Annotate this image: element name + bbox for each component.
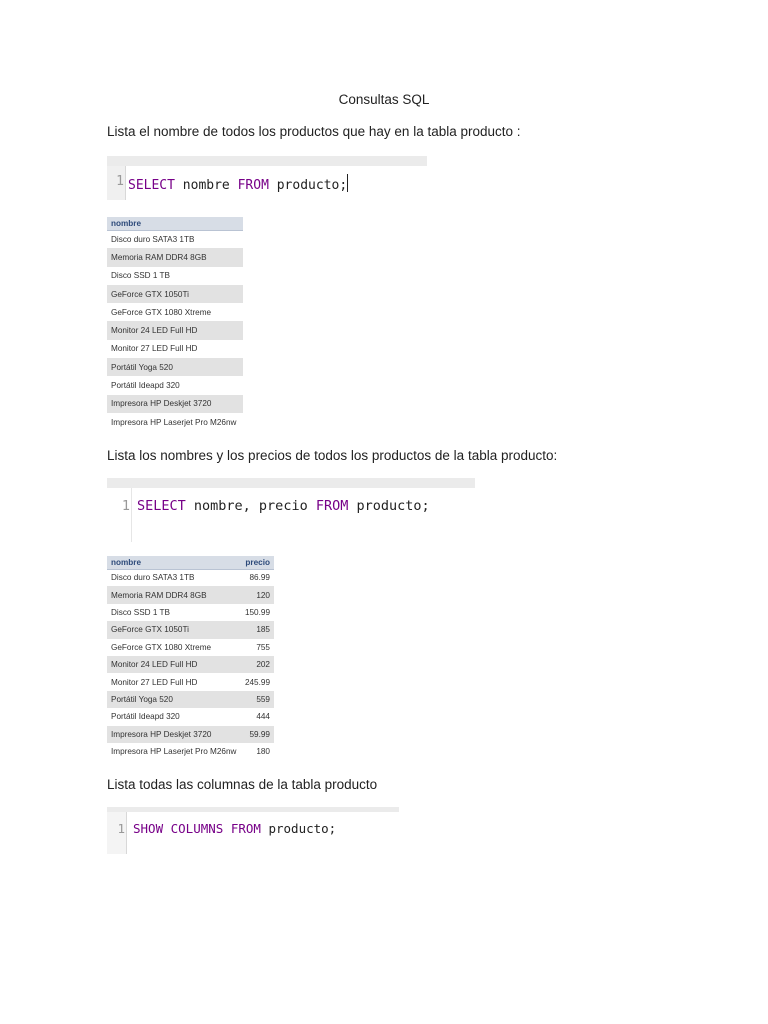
section-3-heading: Lista todas las columnas de la tabla producto: [107, 777, 378, 792]
sql-text: producto;: [268, 178, 348, 193]
sql-text: producto;: [348, 498, 430, 514]
code-block-1-gutter: [107, 166, 126, 200]
table-row: [107, 230, 243, 248]
text-cursor: [347, 174, 348, 192]
table-cell: 444: [241, 708, 274, 725]
table-row: [107, 621, 274, 638]
table-cell: GeForce GTX 1050Ti: [107, 285, 243, 303]
code-block-2-gutter: [107, 488, 132, 542]
code-block-1-toolbar: [107, 156, 427, 166]
sql-keyword: FROM: [230, 821, 261, 836]
table-cell: Monitor 24 LED Full HD: [107, 321, 243, 339]
sql-keyword: SHOW COLUMNS: [133, 821, 224, 836]
table-row: [107, 569, 274, 586]
table-cell: 245.99: [241, 673, 274, 690]
table-row: [107, 340, 243, 358]
table-cell: Portátil Yoga 520: [107, 691, 241, 708]
column-header[interactable]: precio: [241, 556, 274, 569]
table-cell: 202: [241, 656, 274, 673]
table-cell: Portátil Yoga 520: [107, 358, 243, 376]
code-block-2[interactable]: [107, 478, 475, 542]
code-block-1[interactable]: [107, 156, 427, 200]
table-cell: 185: [241, 621, 274, 638]
table-cell: Disco duro SATA3 1TB: [107, 569, 241, 586]
sql-keyword: SELECT: [128, 178, 175, 193]
table-cell: Monitor 27 LED Full HD: [107, 340, 243, 358]
table-row: [107, 691, 274, 708]
table-cell: Impresora HP Laserjet Pro M26nw: [107, 743, 241, 760]
sql-text: nombre: [174, 178, 238, 193]
table-row: [107, 358, 243, 376]
table-row: [107, 248, 243, 266]
table-cell: Disco SSD 1 TB: [107, 267, 243, 285]
result-table-1: [107, 217, 243, 431]
sql-text: producto;: [260, 821, 337, 836]
table-cell: Monitor 24 LED Full HD: [107, 656, 241, 673]
table-row: [107, 413, 243, 431]
table-cell: GeForce GTX 1080 Xtreme: [107, 303, 243, 321]
table-cell: Memoria RAM DDR4 8GB: [107, 248, 243, 266]
line-number: 1: [116, 174, 124, 189]
table-cell: 559: [241, 691, 274, 708]
code-line-1: [128, 174, 348, 193]
table-cell: 86.99: [241, 569, 274, 586]
code-line-3: [133, 821, 336, 836]
code-block-2-toolbar: [107, 478, 475, 488]
table-row: [107, 743, 274, 760]
sql-keyword: FROM: [315, 498, 349, 514]
table-cell: Impresora HP Deskjet 3720: [107, 726, 241, 743]
table-cell: Portátil Ideapd 320: [107, 708, 241, 725]
table-cell: 150.99: [241, 604, 274, 621]
table-cell: Impresora HP Deskjet 3720: [107, 395, 243, 413]
line-number: 1: [121, 498, 130, 514]
table-row: [107, 321, 243, 339]
code-block-3[interactable]: [107, 807, 399, 854]
column-header[interactable]: nombre: [107, 217, 243, 230]
table-row: [107, 726, 274, 743]
section-1-heading: Lista el nombre de todos los productos que hay en la tabla producto :: [107, 124, 521, 139]
table-cell: 755: [241, 639, 274, 656]
table-cell: 180: [241, 743, 274, 760]
table-row: [107, 285, 243, 303]
table-cell: Disco SSD 1 TB: [107, 604, 241, 621]
code-block-3-gutter: [107, 812, 127, 854]
table-row: [107, 395, 243, 413]
sql-text: nombre, precio: [185, 498, 316, 514]
table-cell: 59.99: [241, 726, 274, 743]
sql-keyword: FROM: [237, 178, 269, 193]
section-2-heading: Lista los nombres y los precios de todos los productos de la tabla producto:: [107, 448, 558, 463]
table-row: [107, 586, 274, 603]
table-cell: GeForce GTX 1050Ti: [107, 621, 241, 638]
document-title: Consultas SQL: [338, 92, 430, 107]
line-number: 1: [117, 821, 125, 836]
table-cell: GeForce GTX 1080 Xtreme: [107, 639, 241, 656]
table-row: [107, 673, 274, 690]
table-row: [107, 708, 274, 725]
sql-text: [223, 821, 231, 836]
column-header[interactable]: nombre: [107, 556, 241, 569]
table-cell: Portátil Ideapd 320: [107, 376, 243, 394]
table-row: [107, 656, 274, 673]
table-cell: Monitor 27 LED Full HD: [107, 673, 241, 690]
table-cell: Disco duro SATA3 1TB: [107, 230, 243, 248]
table-row: [107, 376, 243, 394]
sql-keyword: SELECT: [137, 498, 186, 514]
table-row: [107, 639, 274, 656]
table-row: [107, 267, 243, 285]
result-table-2: [107, 556, 274, 760]
table-row: [107, 604, 274, 621]
table-cell: Impresora HP Laserjet Pro M26nw: [107, 413, 243, 431]
table-row: [107, 303, 243, 321]
table-cell: 120: [241, 586, 274, 603]
code-line-2: [137, 498, 430, 514]
table-cell: Memoria RAM DDR4 8GB: [107, 586, 241, 603]
